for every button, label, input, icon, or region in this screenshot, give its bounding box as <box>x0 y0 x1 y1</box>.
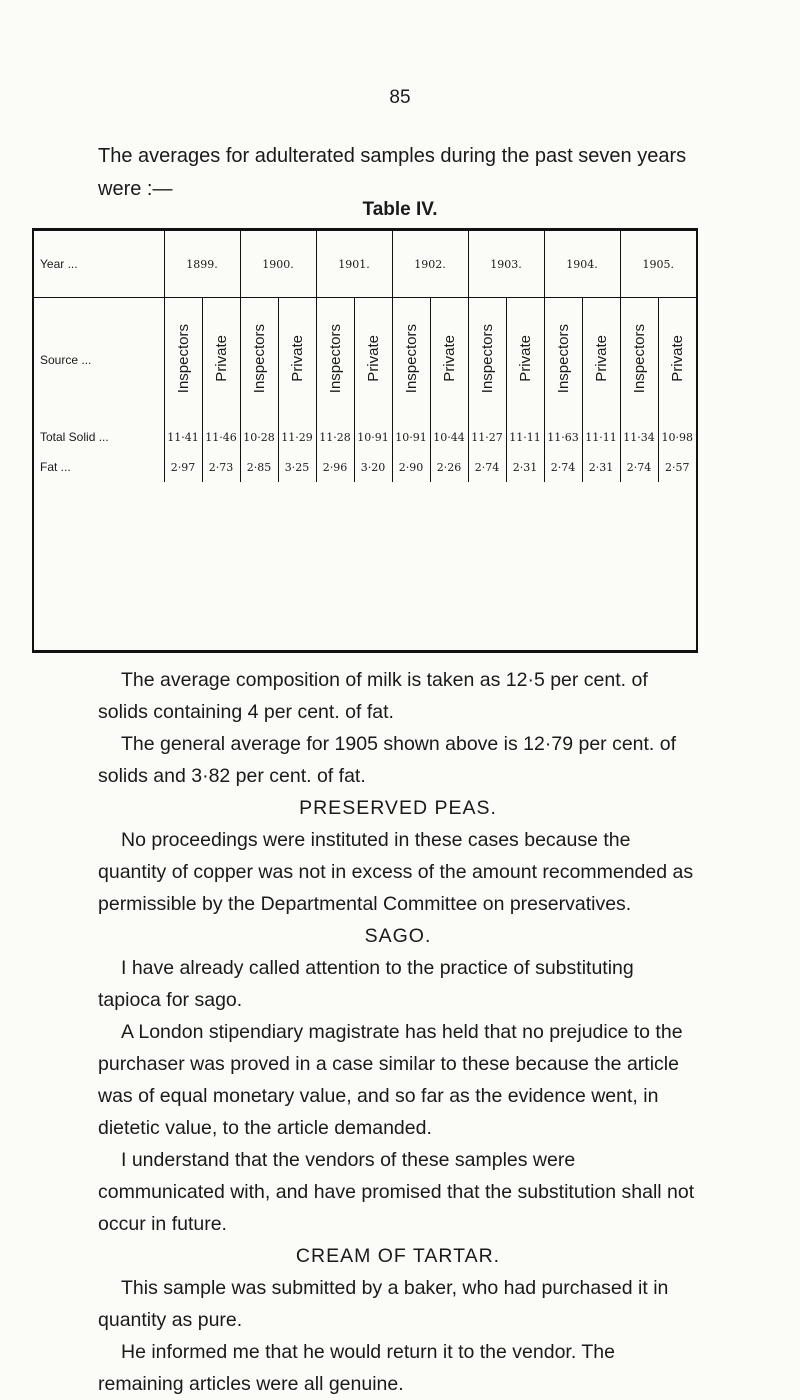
source-header-row <box>34 298 696 423</box>
table-cell: 11·28 <box>316 422 354 452</box>
source-header-label: Private <box>516 335 534 382</box>
table-cell: 2·74 <box>544 452 582 482</box>
year-header: 1900. <box>240 231 316 298</box>
table-cell: 11·11 <box>582 422 620 452</box>
source-header-label: Inspectors <box>478 323 496 394</box>
table-cell: 2·26 <box>430 452 468 482</box>
source-header <box>240 298 278 423</box>
source-header-label: Private <box>288 335 306 382</box>
table-cell: 3·20 <box>354 452 392 482</box>
paragraph: The average composition of milk is taken as 12·5 per cent. of solids containing 4 per cent. of fat. <box>98 669 648 723</box>
source-header <box>658 298 696 423</box>
table-cell: 11·11 <box>506 422 544 452</box>
table-cell: 2·74 <box>620 452 658 482</box>
table-cell: 2·97 <box>164 452 202 482</box>
source-header <box>202 298 240 423</box>
year-header: 1903. <box>468 231 544 298</box>
table-row <box>34 452 696 482</box>
section-heading: SAGO. <box>364 925 432 947</box>
table-cell: 11·41 <box>164 422 202 452</box>
table-cell: 11·46 <box>202 422 240 452</box>
source-header <box>468 298 506 423</box>
year-header: 1905. <box>620 231 696 298</box>
table-cell: 11·34 <box>620 422 658 452</box>
paragraph: I understand that the vendors of these samples were communicated with, and have promised that the substitution shall not occur in future. <box>98 1149 695 1235</box>
source-header <box>430 298 468 423</box>
table-cell: 2·96 <box>316 452 354 482</box>
paragraph: This sample was submitted by a baker, who had purchased it in quantity as pure. <box>98 1277 669 1331</box>
table-cell: 10·28 <box>240 422 278 452</box>
table-row <box>34 422 696 452</box>
paragraph: I have already called attention to the practice of substituting tapioca for sago. <box>98 957 634 1011</box>
year-header: 1902. <box>392 231 468 298</box>
source-header <box>164 298 202 423</box>
year-label: Year ... <box>34 231 164 298</box>
table-cell: 2·73 <box>202 452 240 482</box>
source-label: Source ... <box>40 353 92 367</box>
year-header: 1904. <box>544 231 620 298</box>
year-header: 1899. <box>164 231 240 298</box>
source-header-label: Private <box>364 335 382 382</box>
table-cell: 11·29 <box>278 422 316 452</box>
source-header-label: Inspectors <box>402 323 420 394</box>
year-header-row <box>34 231 696 298</box>
source-header-label: Private <box>440 335 458 382</box>
page-number: 85 <box>389 87 411 108</box>
table-title: Table IV. <box>362 199 438 220</box>
table-cell: 10·91 <box>392 422 430 452</box>
source-header-label: Private <box>592 335 610 382</box>
table-cell: 2·74 <box>468 452 506 482</box>
paragraph: The general average for 1905 shown above is 12·79 per cent. of solids and 3·82 per cent. of fat. <box>98 733 677 787</box>
year-header: 1901. <box>316 231 392 298</box>
table-cell: 2·57 <box>658 452 696 482</box>
averages-table-grid <box>34 231 696 482</box>
source-header <box>278 298 316 423</box>
source-header-label: Private <box>668 335 686 382</box>
table-cell: 3·25 <box>278 452 316 482</box>
table-cell: 2·31 <box>582 452 620 482</box>
row-label: Total Solid ... <box>40 430 109 444</box>
source-header-label: Inspectors <box>250 323 268 394</box>
table-cell: 10·44 <box>430 422 468 452</box>
table-cell: 2·90 <box>392 452 430 482</box>
source-header <box>316 298 354 423</box>
averages-table <box>32 228 698 653</box>
paragraph: A London stipendiary magistrate has held that no prejudice to the purchaser was proved in a case similar to these because the article was of equal monetary value, and so far as the evidence went, in dietetic value, to the article demanded. <box>98 1021 683 1139</box>
section-heading: CREAM OF TARTAR. <box>295 1245 501 1267</box>
source-header-label: Inspectors <box>174 323 192 394</box>
table-cell: 2·85 <box>240 452 278 482</box>
paragraph: He informed me that he would return it to the vendor. The remaining articles were all genuine. <box>98 1341 615 1395</box>
source-header <box>392 298 430 423</box>
table-cell: 10·91 <box>354 422 392 452</box>
intro-paragraph <box>98 140 698 206</box>
source-header-label: Inspectors <box>554 323 572 394</box>
source-header <box>582 298 620 423</box>
body-text <box>98 664 698 1400</box>
paragraph: No proceedings were instituted in these cases because the quantity of copper was not in excess of the amount recommended as permissible by the Departmental Committee on preservatives. <box>98 829 694 915</box>
row-label: Fat ... <box>40 460 71 474</box>
source-header-label: Private <box>212 335 230 382</box>
table-cell: 11·63 <box>544 422 582 452</box>
source-header-label: Inspectors <box>326 323 344 394</box>
intro-text: The averages for adulterated samples during the past seven years were :— <box>98 145 687 200</box>
source-header <box>354 298 392 423</box>
source-header <box>506 298 544 423</box>
source-header-label: Inspectors <box>630 323 648 394</box>
source-header <box>620 298 658 423</box>
table-cell: 2·31 <box>506 452 544 482</box>
table-cell: 11·27 <box>468 422 506 452</box>
source-header <box>544 298 582 423</box>
section-heading: PRESERVED PEAS. <box>299 797 497 819</box>
table-cell: 10·98 <box>658 422 696 452</box>
